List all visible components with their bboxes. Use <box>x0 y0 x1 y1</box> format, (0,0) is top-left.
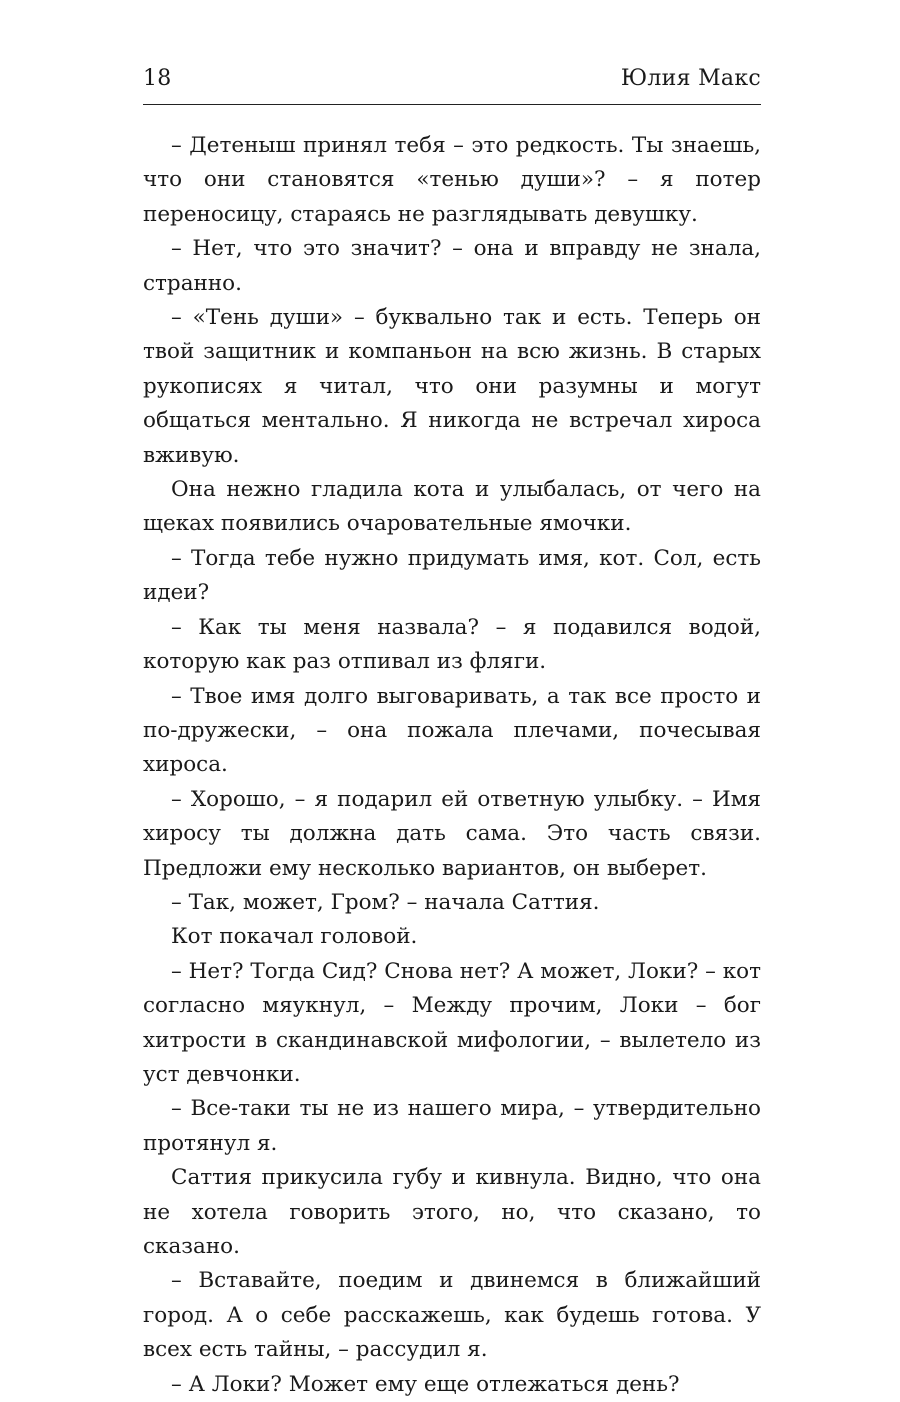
paragraph: – А Локи? Может ему еще отлежаться день? <box>171 1371 680 1397</box>
book-page <box>143 66 761 1402</box>
paragraph: Саттия прикусила губу и кивнула. Видно, что она не хотела говорить этого, но, что сказано, то сказано. <box>143 1165 761 1259</box>
paragraph: Она нежно гладила кота и улыбалась, от чего на щеках появились очаровательные ямочки. <box>143 477 761 537</box>
author-name: Юлия Макс <box>620 66 761 91</box>
paragraph: – Нет? Тогда Сид? Снова нет? А может, Локи? – кот согласно мяукнул, – Между прочим, Локи – бог хитрости в скандинавской мифологии, – вылетело из уст девчонки. <box>143 958 761 1087</box>
paragraph: Кот покачал головой. <box>171 924 418 950</box>
paragraph: – Как ты меня назвала? – я подавился водой, которую как раз отпивал из фляги. <box>143 614 761 675</box>
paragraph: – Так, может, Гром? – начала Саттия. <box>171 889 600 915</box>
paragraph: – Тогда тебе нужно придумать имя, кот. Сол, есть идеи? <box>143 545 761 606</box>
paragraph: – Хорошо, – я подарил ей ответную улыбку. – Имя хиросу ты должна дать сама. Это часть связи. Предложи ему несколько вариантов, он выберет. <box>143 786 761 881</box>
paragraph: – «Тень души» – буквально так и есть. Теперь он твой защитник и компаньон на всю жизнь. В старых рукописях я читал, что они разумны и могут общаться ментально. Я никогда не встречал хироса вживую. <box>143 305 761 468</box>
paragraph: – Детеныш принял тебя – это редкость. Ты знаешь, что они становятся «тенью души»? – я потер переносицу, стараясь не разглядывать девушку. <box>143 133 761 227</box>
paragraph: – Все-таки ты не из нашего мира, – утвердительно протянул я. <box>143 1096 761 1156</box>
header-rule <box>143 104 761 105</box>
page-number: 18 <box>143 66 172 91</box>
body-text <box>143 129 761 1402</box>
paragraph: – Нет, что это значит? – она и вправду не знала, странно. <box>143 236 761 296</box>
running-header <box>143 66 761 102</box>
paragraph: – Вставайте, поедим и двинемся в ближайший город. А о себе расскажешь, как будешь готова. У всех есть тайны, – рассудил я. <box>143 1268 761 1363</box>
paragraph: – Твое имя долго выговаривать, а так все просто и по-дружески, – она пожала плечами, почесывая хироса. <box>143 683 761 778</box>
